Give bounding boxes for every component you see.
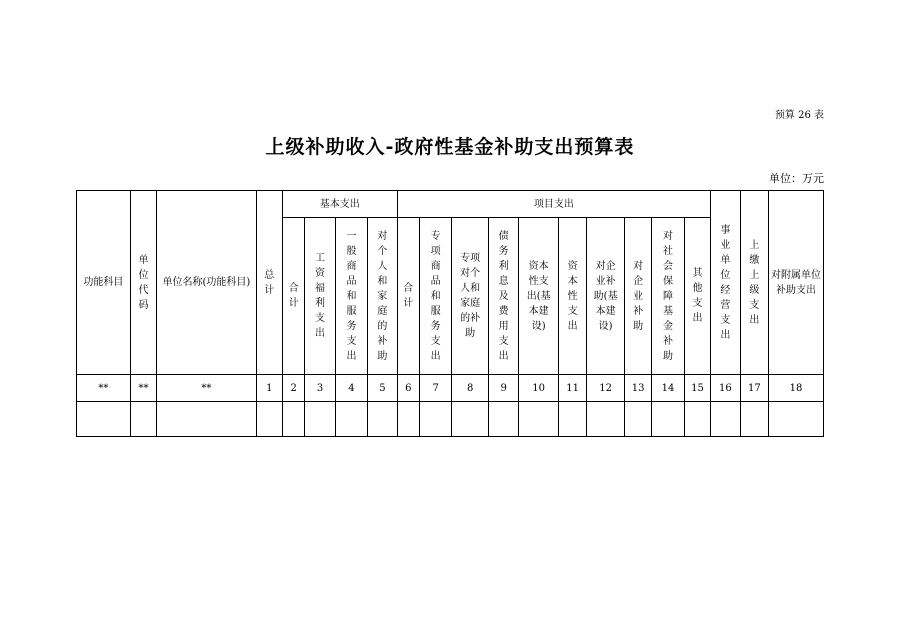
index-cell: 1 [256, 375, 282, 402]
data-cell [769, 402, 824, 437]
data-cell [335, 402, 367, 437]
header-basic-group: 基本支出 [282, 191, 397, 218]
index-cell: 17 [740, 375, 768, 402]
index-cell: 5 [368, 375, 397, 402]
header-basic-sum: 合 计 [282, 218, 304, 375]
index-cell: 4 [335, 375, 367, 402]
index-cell: ** [130, 375, 156, 402]
header-total: 总 计 [256, 191, 282, 375]
index-cell: 14 [652, 375, 684, 402]
data-cell [452, 402, 489, 437]
index-cell: ** [157, 375, 256, 402]
index-cell: 16 [711, 375, 740, 402]
form-number: 预算 26 表 [774, 110, 824, 121]
budget-table [76, 190, 824, 437]
page-title: 上级补助收入-政府性基金补助支出预算表 [265, 136, 635, 158]
index-cell: 7 [419, 375, 451, 402]
header-affiliated: 对附属单位 补助支出 [769, 191, 824, 375]
index-cell: 11 [558, 375, 586, 402]
data-cell [558, 402, 586, 437]
index-cell: 10 [519, 375, 559, 402]
header-proj-social: 对 社 会 保 障 基 金 补 助 [652, 218, 684, 375]
data-cell [368, 402, 397, 437]
data-cell [652, 402, 684, 437]
data-cell [587, 402, 625, 437]
data-cell [256, 402, 282, 437]
data-cell [740, 402, 768, 437]
index-cell: ** [77, 375, 131, 402]
data-cell [624, 402, 651, 437]
index-cell: 8 [452, 375, 489, 402]
header-proj-cap: 资 本 性 支 出 [558, 218, 586, 375]
index-cell: 9 [488, 375, 518, 402]
header-proj-ent: 对 企 业 补 助 [624, 218, 651, 375]
header-basic-wages: 工 资 福 利 支 出 [305, 218, 335, 375]
data-cell [130, 402, 156, 437]
data-cell [157, 402, 256, 437]
data-cell [711, 402, 740, 437]
data-cell [397, 402, 419, 437]
index-cell: 15 [684, 375, 710, 402]
index-cell: 3 [305, 375, 335, 402]
index-cell: 6 [397, 375, 419, 402]
header-business: 事 业 单 位 经 营 支 出 [711, 191, 740, 375]
header-unit-name: 单位名称(功能科目) [157, 191, 256, 375]
header-proj-debt: 债 务 利 息 及 费 用 支 出 [488, 218, 518, 375]
data-cell [419, 402, 451, 437]
index-cell: 18 [769, 375, 824, 402]
index-cell: 12 [587, 375, 625, 402]
unit-label: 单位：万元 [769, 172, 824, 185]
table-row [77, 402, 824, 437]
data-cell [305, 402, 335, 437]
header-project-group: 项目支出 [397, 191, 711, 218]
data-cell [488, 402, 518, 437]
data-cell [684, 402, 710, 437]
index-cell: 13 [624, 375, 651, 402]
data-cell [282, 402, 304, 437]
data-cell [77, 402, 131, 437]
header-proj-goods: 专 项 商 品 和 服 务 支 出 [419, 218, 451, 375]
data-cell [519, 402, 559, 437]
header-unit-code: 单 位 代 码 [130, 191, 156, 375]
header-proj-subsidy: 专项 对个 人和 家庭 的补 助 [452, 218, 489, 375]
header-proj-other: 其 他 支 出 [684, 218, 710, 375]
header-basic-subsidy: 对 个 人 和 家 庭 的 补 助 [368, 218, 397, 375]
index-cell: 2 [282, 375, 304, 402]
header-proj-cap-build: 资本 性支 出(基 本建 设) [519, 218, 559, 375]
header-func-subject: 功能科目 [77, 191, 131, 375]
header-upper: 上 缴 上 级 支 出 [740, 191, 768, 375]
header-basic-goods: 一 般 商 品 和 服 务 支 出 [335, 218, 367, 375]
header-proj-sum: 合 计 [397, 218, 419, 375]
header-proj-ent-build: 对企 业补 助(基 本建 设) [587, 218, 625, 375]
